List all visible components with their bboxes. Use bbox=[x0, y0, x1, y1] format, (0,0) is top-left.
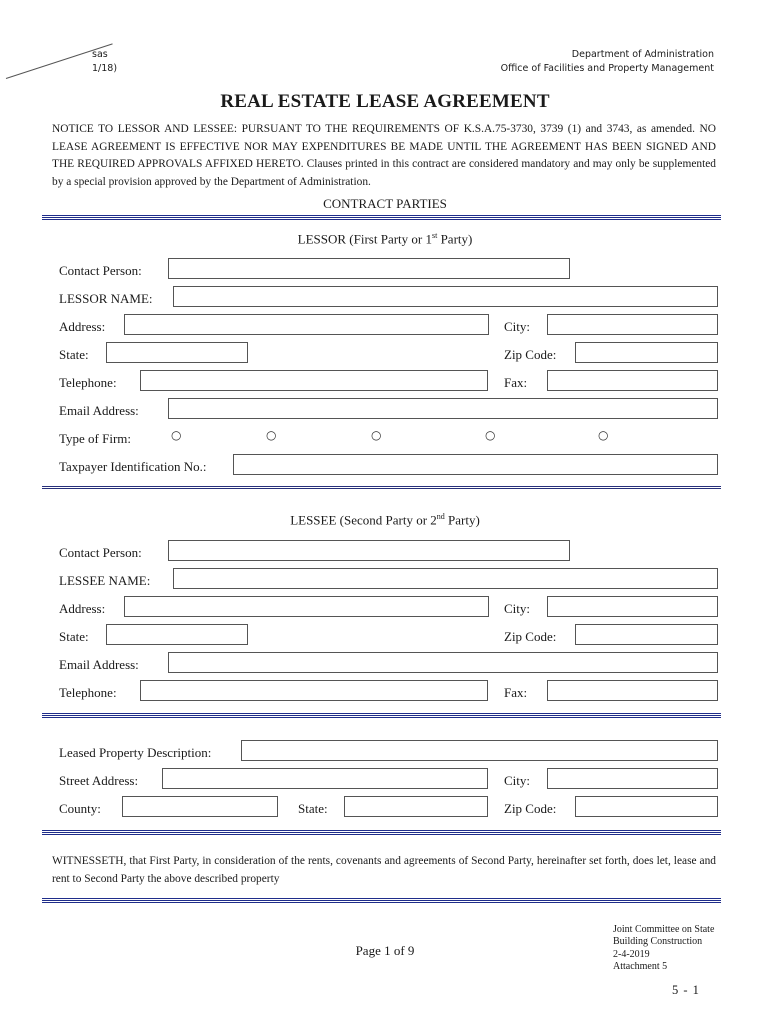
lessor-heading-sup: st bbox=[431, 231, 438, 240]
lessee-name-label: LESSEE NAME: bbox=[59, 573, 151, 588]
lessee-heading-tail: Party) bbox=[444, 512, 480, 528]
agency-header bbox=[501, 48, 714, 76]
committee-line4: Attachment 5 bbox=[613, 961, 668, 973]
lessor-fax-label: Fax: bbox=[504, 375, 528, 390]
lessee-telephone-label: Telephone: bbox=[59, 685, 117, 700]
section-divider bbox=[42, 712, 721, 718]
lessor-email-label: Email Address: bbox=[59, 403, 139, 418]
property-street-field[interactable] bbox=[162, 768, 488, 789]
firm-type-radio-5[interactable]: ○ bbox=[598, 428, 609, 442]
lessor-heading-tail: Party) bbox=[437, 231, 473, 247]
page-title: REAL ESTATE LEASE AGREEMENT bbox=[220, 91, 550, 112]
lessor-contact-field[interactable] bbox=[168, 258, 570, 279]
firm-type-radio-4[interactable]: ○ bbox=[485, 428, 496, 442]
section-divider bbox=[42, 486, 721, 489]
lessee-email-field[interactable] bbox=[168, 652, 718, 673]
lessor-taxpayer-label: Taxpayer Identification No.: bbox=[59, 459, 207, 474]
property-city-label: City: bbox=[504, 773, 531, 788]
lessor-telephone-label: Telephone: bbox=[59, 375, 117, 390]
form-id bbox=[92, 48, 117, 76]
form-id-line2: 1/18) bbox=[92, 63, 118, 74]
lessor-heading bbox=[0, 231, 770, 247]
property-state-field[interactable] bbox=[344, 796, 488, 817]
agency-line2: Office of Facilities and Property Management bbox=[500, 63, 714, 74]
lessee-state-field[interactable] bbox=[106, 624, 248, 645]
section-divider bbox=[42, 214, 721, 220]
page-reference: 5 - 1 bbox=[672, 983, 700, 997]
property-zip-label: Zip Code: bbox=[504, 801, 557, 816]
firm-type-radio-2[interactable]: ○ bbox=[266, 428, 277, 442]
form-id-line1: sas bbox=[92, 49, 108, 60]
lessee-address-label: Address: bbox=[59, 601, 106, 616]
lessee-contact-field[interactable] bbox=[168, 540, 570, 561]
lessor-name-label: LESSOR NAME: bbox=[59, 291, 153, 306]
lessee-zip-field[interactable] bbox=[575, 624, 718, 645]
lessee-heading-sup: nd bbox=[436, 512, 445, 521]
lessee-name-field[interactable] bbox=[173, 568, 718, 589]
lessor-state-label: State: bbox=[59, 347, 89, 362]
lessee-zip-label: Zip Code: bbox=[504, 629, 557, 644]
property-state-label: State: bbox=[298, 801, 328, 816]
firm-type-radio-3[interactable]: ○ bbox=[371, 428, 382, 442]
property-description-field[interactable] bbox=[241, 740, 718, 761]
section-divider bbox=[42, 897, 721, 903]
lessor-address-field[interactable] bbox=[124, 314, 489, 335]
firm-type-radio-1[interactable]: ○ bbox=[171, 428, 182, 442]
lessee-heading-text: LESSEE (Second Party or 2 bbox=[290, 512, 437, 528]
lessor-heading-text: LESSOR (First Party or 1 bbox=[297, 231, 432, 247]
property-county-field[interactable] bbox=[122, 796, 278, 817]
lessee-address-field[interactable] bbox=[124, 596, 489, 617]
lessee-city-label: City: bbox=[504, 601, 531, 616]
lessee-email-label: Email Address: bbox=[59, 657, 139, 672]
lessee-contact-label: Contact Person: bbox=[59, 545, 142, 560]
property-zip-field[interactable] bbox=[575, 796, 718, 817]
witnesseth-paragraph: WITNESSETH, that First Party, in consideration of the rents, covenants and agreements of Second Party, hereinafter set forth, does let, lease and rent to Second Party the above described property bbox=[52, 855, 716, 885]
lessor-telephone-field[interactable] bbox=[140, 370, 488, 391]
lessee-fax-field[interactable] bbox=[547, 680, 718, 701]
property-city-field[interactable] bbox=[547, 768, 718, 789]
lessor-zip-label: Zip Code: bbox=[504, 347, 557, 362]
lessor-city-field[interactable] bbox=[547, 314, 718, 335]
lessor-name-field[interactable] bbox=[173, 286, 718, 307]
lessor-fax-field[interactable] bbox=[547, 370, 718, 391]
property-description-label: Leased Property Description: bbox=[59, 745, 212, 760]
lessee-fax-label: Fax: bbox=[504, 685, 528, 700]
lessor-state-field[interactable] bbox=[106, 342, 248, 363]
committee-line1: Joint Committee on State bbox=[613, 924, 715, 935]
lessor-address-label: Address: bbox=[59, 319, 106, 334]
contract-parties-heading: CONTRACT PARTIES bbox=[323, 196, 447, 211]
committee-line2: Building Construction bbox=[613, 936, 703, 948]
lessee-heading bbox=[0, 512, 770, 528]
lessor-city-label: City: bbox=[504, 319, 531, 334]
committee-line3: 2-4-2019 bbox=[613, 948, 650, 960]
agency-line1: Department of Administration bbox=[571, 49, 714, 60]
lessor-contact-label: Contact Person: bbox=[59, 263, 142, 278]
notice-paragraph: NOTICE TO LESSOR AND LESSEE: PURSUANT TO THE REQUIREMENTS OF K.S.A.75-3730, 3739 (1) and 3743, as amended. NO LEASE AGREEMENT IS EFFECTIVE NOR MAY EXPENDITURES BE MADE UNTIL THE AGREEMENT HAS BEEN SIGNED AND THE REQUIRED APPROVALS AFFIXED HERETO. Clauses printed in this contract are considered mandatory and may only be supplemented by a special provision approved by the Department of Administration. bbox=[52, 123, 716, 188]
lessor-zip-field[interactable] bbox=[575, 342, 718, 363]
section-divider bbox=[42, 829, 721, 835]
lessor-email-field[interactable] bbox=[168, 398, 718, 419]
property-street-label: Street Address: bbox=[59, 773, 139, 788]
lessee-state-label: State: bbox=[59, 629, 89, 644]
lessee-city-field[interactable] bbox=[547, 596, 718, 617]
page-number: Page 1 of 9 bbox=[355, 943, 415, 958]
lessor-firm-type-label: Type of Firm: bbox=[59, 431, 132, 446]
lessor-taxpayer-field[interactable] bbox=[233, 454, 718, 475]
property-county-label: County: bbox=[59, 801, 101, 816]
lessee-telephone-field[interactable] bbox=[140, 680, 488, 701]
